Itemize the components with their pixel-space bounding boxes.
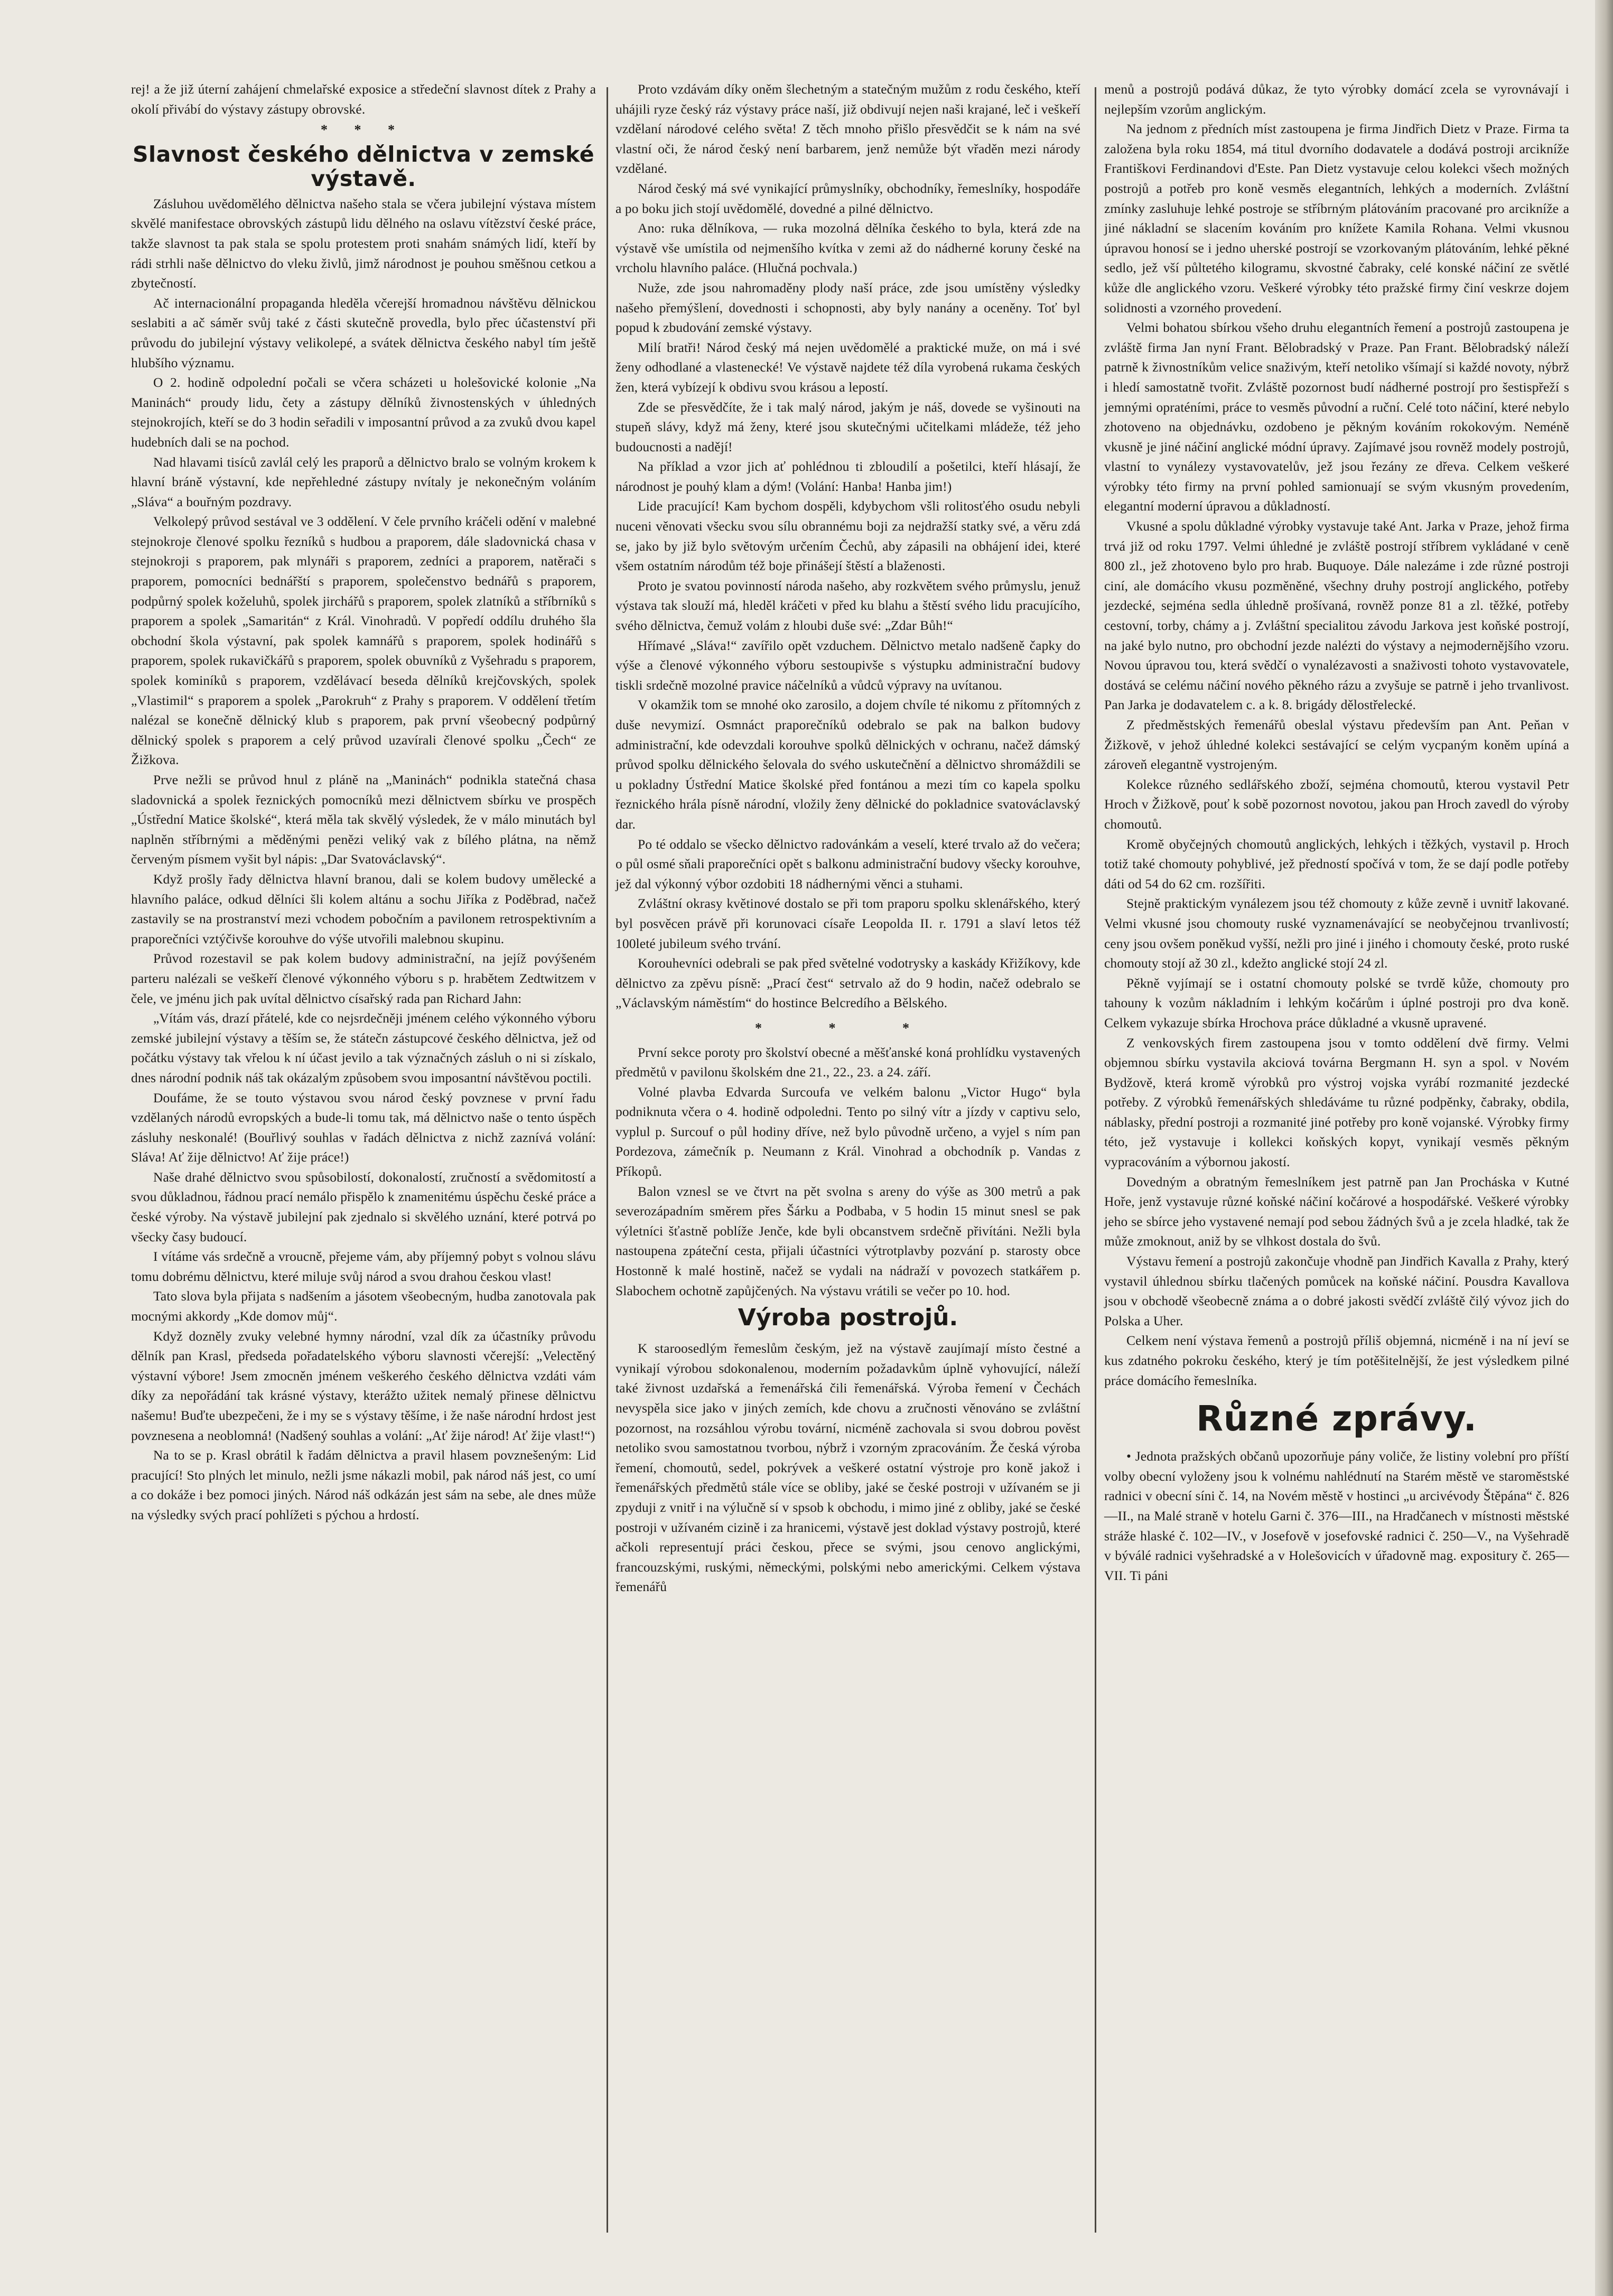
paragraph: Zásluhou uvědomělého dělnictva našeho stala se včera jubilejní výstava místem skvělé manifestace obrovských zástupů lidu dělného na oslavu vítězství české práce, takže slavnost ta pak stala se spolu protestem proti snahám snámých lidí, kteří by rádi strhli naše dělnictvo do vleku živlů, jimž národnost je pouhou směšnou cetkou a zbytečností. — [131, 196, 596, 291]
column-3 — [1104, 79, 1569, 1585]
paragraph: Lide pracující! Kam bychom dospěli, kdybychom všli rolitosťého osudu nebyli nuceni věnovati všecku svou sílu obrannému boji za nejdražší statky své, a věru zdá se, jako by již bylo světovým určením Čechů, aby zápasili na obhájení idei, které všem ostatním národům též boje přinášejí štěstí a blaženosti. — [616, 498, 1080, 574]
column-rule — [1095, 87, 1096, 2233]
section-heading: Výroba postrojů. — [738, 1304, 958, 1332]
paragraph: Kolekce různého sedlářského zboží, sejména chomoutů, kterou vystavil Petr Hroch v Žižkově, pouť k sobě pozornost novotou, jakou pan Hroch zavedl do výroby chomoutů. — [1104, 776, 1569, 832]
column-2 — [616, 79, 1080, 1597]
paragraph: Národ český má své vynikající průmyslníky, obchodníky, řemeslníky, hospodáře a po boku jich stojí uvědomělé, dovedné a pilné dělnictvo. — [616, 180, 1080, 216]
paragraph: Proto vzdávám díky oněm šlechetným a statečným mužům z rodu českého, kteří uhájili ryze český ráz výstavy práce naší, již obdivují nejen naši krajané, leč i veškeří vzdělaní národové celého světa! Z těch mnoho přišlo přesvědčit se k nám na své vlastní oči, že národ český není barbarem, jenž nemůže být vřaděn mezi národy vzdělané. — [616, 81, 1080, 176]
paragraph: K staroosedlým řemeslům českým, jež na výstavě zaujímají místo čestné a vynikají výrobou sdokonalenou, moderním požadavkům úplně vyhovující, náleží také živnost uzdařská a řemenářská čili řemenářská. Výroba řemení v Čechách nevyspěla sice jako v jiných zemích, kde chovu a zručnosti věnováno se zvláštní pozornost, na rozsáhlou výrobu tovární, nicméně zachovala si svou dobrou pověst netoliko svou samostatnou tvorbou, nýbrž i vzorným zpracováním. Že česká výroba řemení, chomoutů, sedel, pokrývek a veškeré ostatní výstroje pro koně jakož i řemenářských předmětů stále více se obliby, jaké se české postroji v užívaném se ji zpyduji z vnitř i na výlučně sí v spsob k obchodu, i mimo jiné z obliby, jaké se české postroji v užívaném cizině i za hranicemi, výstavě jest doklad výstavy postrojů, které ačkoli representují práci českou, přece se svými, jsou cenovo anglickými, francouzskými, ruskými, německými, polskými nebo americkými. Celkem výstava řemenářů — [616, 1341, 1080, 1595]
paragraph: Z předměstských řemenářů obeslal výstavu především pan Ant. Peňan v Žižkově, v jehož úhledné kolekci sestávající se celým vycpaným koněm upíná a zároveň elegantně vystrojeným. — [1104, 717, 1569, 773]
section-separator: * * * — [755, 1020, 941, 1036]
section-heading: Slavnost českého dělnictva v zemské výstavě. — [132, 141, 594, 191]
paragraph: Ač internacionální propaganda hleděla včerejší hromadnou návštěvu dělnickou seslabiti a ač sáměr svůj také z části skutečně provedla, bylo přec účastenství při průvodu do jubilejní výstavy velikolepé, a svátek dělnictva českého nabyl tím ještě hlubšího významu. — [131, 295, 596, 370]
paragraph: Zde se přesvědčíte, že i tak malý národ, jakým je náš, dovede se vyšinouti na stupeň slávy, když má ženy, které jsou skutečnými učitelkami mládeže, též jeho budoucnosti a nadějí! — [616, 399, 1080, 454]
paragraph: Dovedným a obratným řemeslníkem jest patrně pan Jan Procháska v Kutné Hoře, jenž vystavuje různé koňské náčiní kočárové a hospodářské. Veškeré výrobky jeho se sbírce jeho vystavené nemají pod sebou žádných švů a je zcela hladké, tak že může zmoknout, aniž by se vlhkost dostala do švů. — [1104, 1174, 1569, 1249]
paragraph: • Jednota pražských občanů upozorňuje pány voliče, že listiny volební pro příští volby obecní vyloženy jsou k volnému nahlédnutí na Starém městě ve staroměstské radnici v obecní síni č. 14, na Novém městě v hostinci „u arcivévody Štěpána“ č. 826—II., na Malé straně v hotelu Garni č. 376—III., na Hradčanech v místnosti městské stráže hlaské č. 102—IV., v Josefově v josefovské radnici č. 250—V., na Vyšehradě v býválé radnici vyšehradské a v Holešovicích v úřadovně mag. expositury č. 265—VII. Ti páni — [1104, 1448, 1569, 1583]
paragraph: Velmi bohatou sbírkou všeho druhu elegantních řemení a postrojů zastoupena je zvláště firma Jan nyní Frant. Bělobradský v Praze. Pan Frant. Bělobradský náleží patrně k živnostníkům velice snaživým, kteří netoliko všímají si každé novoty, nýbrž i hledí samostatně tvořit. Zvláště pozornost budí nádherné postrojí pro šestispřeží s jemnými opraténími, práce to vesměs původní a ruční. Celé toto náčiní, které nebylo zhotoveno na objednávku, ozdobeno je pěkným kováním rokokovým. Neméně vkusně je jiné náčiní anglické módní úpravy. Zajímavé jsou rovněž modely postrojů, vlastní to vynálezy vystavovatelův, jež jsou řezány ze dřeva. Celkem veškeré výrobky této firmy na první pohled samionuají se svým vkusným provedením, elegantní moderní úpravou a důkladností. — [1104, 320, 1569, 514]
paragraph: „Vítám vás, drazí přátelé, kde co nejsrdečněji jménem celého výkonného výboru zemské jubilejní výstavy a těším se, že státečn zástupcové českého dělnictva, jež od počátku výstavy tak vřelou k ní účast jevilo a tak význačných zásluh o ni si získalo, dnes národní podnik náš tak okázalým způsobem svou imposantní návštěvou poctili. — [131, 1010, 596, 1085]
paragraph: Stejně praktickým vynálezem jsou též chomouty z kůže zevně i uvnitř lakované. Velmi vkusné jsou chomouty ruské vyznamenávající se neobyčejnou trvanlivostí; ceny jsou ovšem poněkud vyšší, nežli pro jiné i jiného i chomouty české, proto ruské chomouty stojí až 30 zl., kdežto anglické stojí 24 zl. — [1104, 896, 1569, 971]
column-rule — [607, 87, 608, 2233]
notice-paragraph: Balon vznesl se ve čtvrt na pět svolna s areny do výše as 300 metrů a pak severozápadním směrem přes Šárku a Podbaba, v 5 hodin 15 minut snesl se pak výletníci šťastně poblíže Jenče, kde byli obcanstvem srdečně přivítáni. Nežli byla nastoupena zpáteční cesta, přijali účastníci výtrotplavby pozvání p. starosty obce Hostonně k malé hostině, načež se vydali na nádraží v povozech statkářem p. Slabochem ochotně zapůjčených. Na výstavu vrátili se večer po 10. hod. — [616, 1183, 1080, 1298]
paragraph: Když prošly řady dělnictva hlavní branou, dali se kolem budovy umělecké a hlavního paláce, odkud dělníci šli kolem altánu a sochu Jiříka z Poděbrad, načež zastavily se na prostranství mezi vchodem pobočním a pavilonem retrospektivním a praporečníci vztýčivše korouhve do výše utvořili malebnou skupinu. — [131, 871, 596, 946]
page-edge — [1595, 0, 1613, 2296]
paragraph: O 2. hodině odpolední počali se včera scházeti u holešovické kolonie „Na Maninách“ proudy lidu, čety a zástupy dělníků živnostenských v úhledných stejnokrojích, kteří se do 3 hodin seřadili v imposantní průvod a za zvuků dvou kapel hudebních dali se na pochod. — [131, 375, 596, 450]
paragraph: rej! a že již úterní zahájení chmelařské exposice a středeční slavnost dítek z Prahy a okolí přivábí do výstavy zástupy obrovské. — [131, 81, 596, 117]
paragraph: Když dozněly zvuky velebné hymny národní, vzal dík za účastníky průvodu dělník pan Krasl, předseda pořadatelského výboru slavnosti včerejší: „Velectěný výstavní výbore! Jsem zmocněn jménem veškerého českého dělnictva vzdáti vám díky za nepořádání tak krásné výstavy, kterážto užitek nemalý přinese dělnictvu našemu! Buďte ubezpečeni, že i my se s výstavy těšíme, i že naše národní hrdost jest povznesena a neoblomná! (Nadšený souhlas a volání: „Ať žije národ! Ať žije vlast!“) — [131, 1328, 596, 1443]
paragraph: Na jednom z předních míst zastoupena je firma Jindřich Dietz v Praze. Firma ta založena byla roku 1854, má titul dvorního dodavatele a dodává postroji arcikníže Františkovi Ferdinandovi d'Este. Pan Dietz vystavuje celou kolekci všech možných postrojů a potřeb pro koně vesměs elegantních, lehkých a moderních. Zvláštní zmínky zasluhuje lehké postroje se stříbrným plátováním pracované pro arcikníže a jiné nákladní se slacením kováním pro knížete Kamila Rohana. Velmi vkusnou úpravou honosí se i jedno uherské postrojí se vzorkovaným plátováním, lehké pěkné sedlo, jež vší půltetého kilogramu, skvostné čabraky, celé konské náčiní ze světlé kůže dle anglického vzoru. Veškeré výrobky této pražské firmy činí veskrze dojem solidnosti a vzorného provedení. — [1104, 121, 1569, 315]
notice-paragraph: Volné plavba Edvarda Surcoufa ve velkém balonu „Victor Hugo“ byla podniknuta včera o 4. hodině odpoledni. Tento po silný vítr a jízdy v captivu selo, vyplul p. Surcouf o půl hodiny dříve, než bylo původně určeno, a vyjel s ním pan Pordezova, zámečník p. Neumann z Král. Vinohrad a obchodník p. Vandas z Příkopů. — [616, 1084, 1080, 1179]
section-heading: Různé zprávy. — [1196, 1398, 1477, 1439]
paragraph: Nad hlavami tisíců zavlál celý les praporů a dělnictvo bralo se volným krokem k hlavní bráně výstavní, kde nepřehledné zástupy nvítaly je nekonečným voláním „Sláva“ a bouřným pozdravy. — [131, 454, 596, 509]
paragraph: Z venkovských firem zastoupena jsou v tomto oddělení dvě firmy. Velmi objemnou sbírku vystavila akciová továrna Bergmann H. syn a spol. v Novém Bydžově, která kromě výrobků pro výstroj vojska vyrábí rozmanité jezdecké potřeby. Z výrobků řemenářských shledáváme tu různé podpěnky, čabraky, obdila, náblasky, přední postroji a rozmanité jiné potřeby pro koně vojanské. Výrobky firmy této, jež vystavuje i kollekci koňských kopyt, vynikají vesměs pěkným vypracováním a výbornou jakostí. — [1104, 1035, 1569, 1170]
paragraph: Korouhevníci odebrali se pak před světelné vodotrysky a kaskády Křižíkovy, kde dělnictvo za zpěvu písně: „Prací čest“ setrvalo až do 9 hodin, načež odebralo se „Václavským náměstím“ do hostince Belcredího a Bělského. — [616, 955, 1080, 1011]
paragraph: Průvod rozestavil se pak kolem budovy administrační, na jejíž povýšeném parteru nalézali se veškeří členové výkonného výboru s p. hrabětem Zedtwitzem v čele, ve jménu jich pak uvítal dělnictvo císařský rada pan Richard Jahn: — [131, 951, 596, 1006]
paragraph: Výstavu řemení a postrojů zakončuje vhodně pan Jindřich Kavalla z Prahy, který vystavil úhlednou sbírku tlačených pomůcek na koňské náčiní. Pousdra Kavallova jsou v obchodě všeobecně známa a o dobré jakosti svědčí zvláště čilý vývoz jich do Polska a Uher. — [1104, 1253, 1569, 1328]
paragraph: menů a postrojů podává důkaz, že tyto výrobky domácí zcela se vyrovnávají i nejlepším vzorům anglickým. — [1104, 81, 1569, 117]
paragraph: Milí bratři! Národ český má nejen uvědomělé a praktické muže, on má i své ženy odhodlané a vlastenecké! Ve výstavě najdete též díla vyrobená rukama českých žen, která vybízejí k obdivu svou krásou a lepostí. — [616, 339, 1080, 395]
paragraph: Na příklad a vzor jich ať pohlédnou ti zbloudilí a pošetilci, kteří hlásají, že národnost je pouhý klam a dým! (Volání: Hanba! Hanba jim!) — [616, 459, 1080, 494]
section-separator: * * * — [321, 122, 406, 138]
paragraph: Naše drahé dělnictvo svou spůsobilostí, dokonalostí, zručností a svědomitostí a svou důkladnou, řádnou prací nemálo přispělo k znamenitému úspěchu české práce a české výroby. Na výstavě jubilejní pak zjednalo si skvělého uznání, které potrvá po všecky časy budoucí. — [131, 1169, 596, 1244]
paragraph: Hřímavé „Sláva!“ zavířilo opět vzduchem. Dělnictvo metalo nadšeně čapky do výše a členové výkonného výboru sestoupivše s výstupku administrační budovy tiskli srdečně mozolné pravice náčelníků a vůdců výpravy na uvítanou. — [616, 637, 1080, 693]
paragraph: Celkem není výstava řemenů a postrojů příliš objemná, nicméně i na ní jeví se kus zdatného pokroku českého, který je tím potěšitelnější, že jest výsledkem pilné práce domácího řemeslníka. — [1104, 1333, 1569, 1388]
paragraph: Zvláštní okrasy květinové dostalo se při tom praporu spolku sklenářského, který byl posvěcen právě při korunovaci císaře Leopolda II. r. 1791 a slaví letos též 100leté jubileum svého trvání. — [616, 896, 1080, 951]
paragraph: I vítáme vás srdečně a vroucně, přejeme vám, aby příjemný pobyt s volnou slávu tomu dobrému dělnictvu, které miluje svůj národ a svou drahou českou vlast! — [131, 1249, 596, 1284]
paragraph: V okamžik tom se mnohé oko zarosilo, a dojem chvíle té nikomu z přítomných z duše nevymizí. Osmnáct praporečníků odebralo se pak na balkon budovy administrační, kde odevzdali korouhve spolků dělnických v ochranu, načež dámský průvod spolku dělnického šelovala do svého uskutečnění a dělnictvo shromáždili se u pokladny Ústřední Matice školské před fontánou a mezi tím co kapela spolku řeznického hrála písně národní, vložily ženy dělnické do pokladnice svatováclavský dar. — [616, 697, 1080, 832]
paragraph: Nuže, zde jsou nahromaděny plody naší práce, zde jsou umístěny výsledky našeho přemýšlení, dovednosti i schopnosti, aby byly nanány a oceněny. Toť byl popud k zbudování zemské výstavy. — [616, 280, 1080, 336]
paragraph: Prve nežli se průvod hnul z pláně na „Maninách“ podnikla statečná chasa sladovnická a spolek řeznických pomocníků mezi dělnictvem sbírku ve prospěch „Ústřední Matice školské“, která měla tak skvělý výsledek, že v málo minutách byl naplněn stříbrnými a měděnými penězi veliký vak z bílého plátna, na němž červeným písmem vyšit byl nápis: „Dar Svatováclavský“. — [131, 772, 596, 867]
paragraph: Doufáme, že se touto výstavou svou národ český povznese v první řadu vzdělaných národů evropských a bude-li tomu tak, má dělnictvo naše o tento úspěch zásluhy neskonalé! (Bouřlivý souhlas v řadách dělnictva z nichž zaznívá volání: Sláva! Ať žije dělnictvo! Ať žije práce!) — [131, 1090, 596, 1165]
paragraph: Ano: ruka dělníkova, — ruka mozolná dělníka českého to byla, která zde na výstavě vše umístila od nejmenšího kvítka v zemi až do nádherné koruny české na vrcholu hlavního paláce. (Hlučná pochvala.) — [616, 220, 1080, 276]
paragraph: Po té oddalo se všecko dělnictvo radovánkám a veselí, které trvalo až do večera; o půl osmé sňali praporečníci opět s balkonu administrační budovy všecky korouhve, jež dal výkonný výbor ozdobiti 18 nádhernými věnci a stuhami. — [616, 836, 1080, 891]
paragraph: Na to se p. Krasl obrátil k řadám dělnictva a pravil hlasem povznešeným: Lid pracující! Sto plných let minulo, nežli jsme nákazli mobil, pak národ náš jest, co umí a co dokáže i bez pomoci jiných. Národ náš odkázán jest sám na sebe, ale dnes může na výsledky svých prací pohlížeti s pýchou a hrdostí. — [131, 1447, 596, 1522]
paragraph: Tato slova byla přijata s nadšením a jásotem všeobecným, hudba zanotovala pak mocnými akkordy „Kde domov můj“. — [131, 1288, 596, 1324]
paragraph: Kromě obyčejných chomoutů anglických, lehkých i těžkých, vystavil p. Hroch totiž také chomouty pohyblivé, jež předností spočívá v tom, že se dají podle potřeby dáti od 54 do 62 cm. rozšířiti. — [1104, 836, 1569, 891]
paragraph: Proto je svatou povinností národa našeho, aby rozkvětem svého průmyslu, jenuž výstava tak slouží má, hleděl kráčeti v před ku blahu a štěstí svého lidu pracujícího, svého dělnictva, čemuž volám z hloubi duše své: „Zdar Bůh!“ — [616, 578, 1080, 634]
paragraph: Velkolepý průvod sestával ve 3 oddělení. V čele prvního kráčeli odění v malebné stejnokroje členové spolku řezníků s hudbou a praporem, dále sladovnická chasa v stejnokroji s praporem, pak mlynáři s praporem, zedníci a praporem, natěrači s praporem, pomocníci bednářští s praporem, společenstvo bednářů s praporem, podpůrný spolek koželuhů, spolek jirchářů s praporem, spolek zlatníků a stříbrníků s praporem a spolek „Samaritán“ z Král. Vinohradů. V popředí oddílu druhého šla obchodní škola výstavní, pak spolek kamnářů s praporem, spolek hodinářů s praporem, spolek rukavičkářů s praporem, spolek obuvníků z Vyšehradu s praporem, spolek kominíků s praporem, vzdělávací beseda dělníků krejčovských, spolek „Vlastimil“ s praporem a spolek „Parokruh“ z Prahy s praporem. V oddělení třetím nalézal se konečně dělnický klub s praporem, pak první všeobecný podpůrný dělnický spolek s praporem a celý průvod uzavírali členové spolku „Čech“ ze Žižkova. — [131, 514, 596, 768]
paragraph: Vkusné a spolu důkladné výrobky vystavuje také Ant. Jarka v Praze, jehož firma trvá již od roku 1797. Velmi úhledné je zvláště postrojí stříbrem vykládané v ceně 800 zl., jež zhotoveno bylo pro hrab. Buquoye. Dále nalezáme i zde různé postroji ciní, ale domácího vkusu pozměněné, všechny druhy postrojí anglického, potřeby jezdecké, sejména sedla úhledně prošívaná, rovněž ponze 81 a zl. těžké, potřeby cestovní, torby, chámy a j. Zvláštní specialitou závodu Jarkova jest koňské postrojí, na jaké bylo nutno, pro obchodní jezde nalézti do výstavy a nejmodernějšího vzoru. Novou úpravou tou, která svědčí o vynalézavosti a snaživosti tohoto vystavovatele, dostává se celému náčiní nového pěkného rázu a zvyšuje se patrně i jeho trvanlivost. Pan Jarka je dodavatelem c. a k. 8. brigády dělostřelecké. — [1104, 518, 1569, 713]
paragraph: Pěkně vyjímají se i ostatní chomouty polské se tvrdě kůže, chomouty pro tahouny k vozům nákladním i lehkým kočárům i úplné postroji pro dva koně. Celkem vykazuje sbírka Hrochova práce důkladné a vkusně upravené. — [1104, 975, 1569, 1030]
column-1 — [131, 79, 596, 1525]
notice-paragraph: První sekce poroty pro školství obecné a měšťanské koná prohlídku vystavených předmětů v pavilonu školském dne 21., 22., 23. a 24. září. — [616, 1044, 1080, 1080]
